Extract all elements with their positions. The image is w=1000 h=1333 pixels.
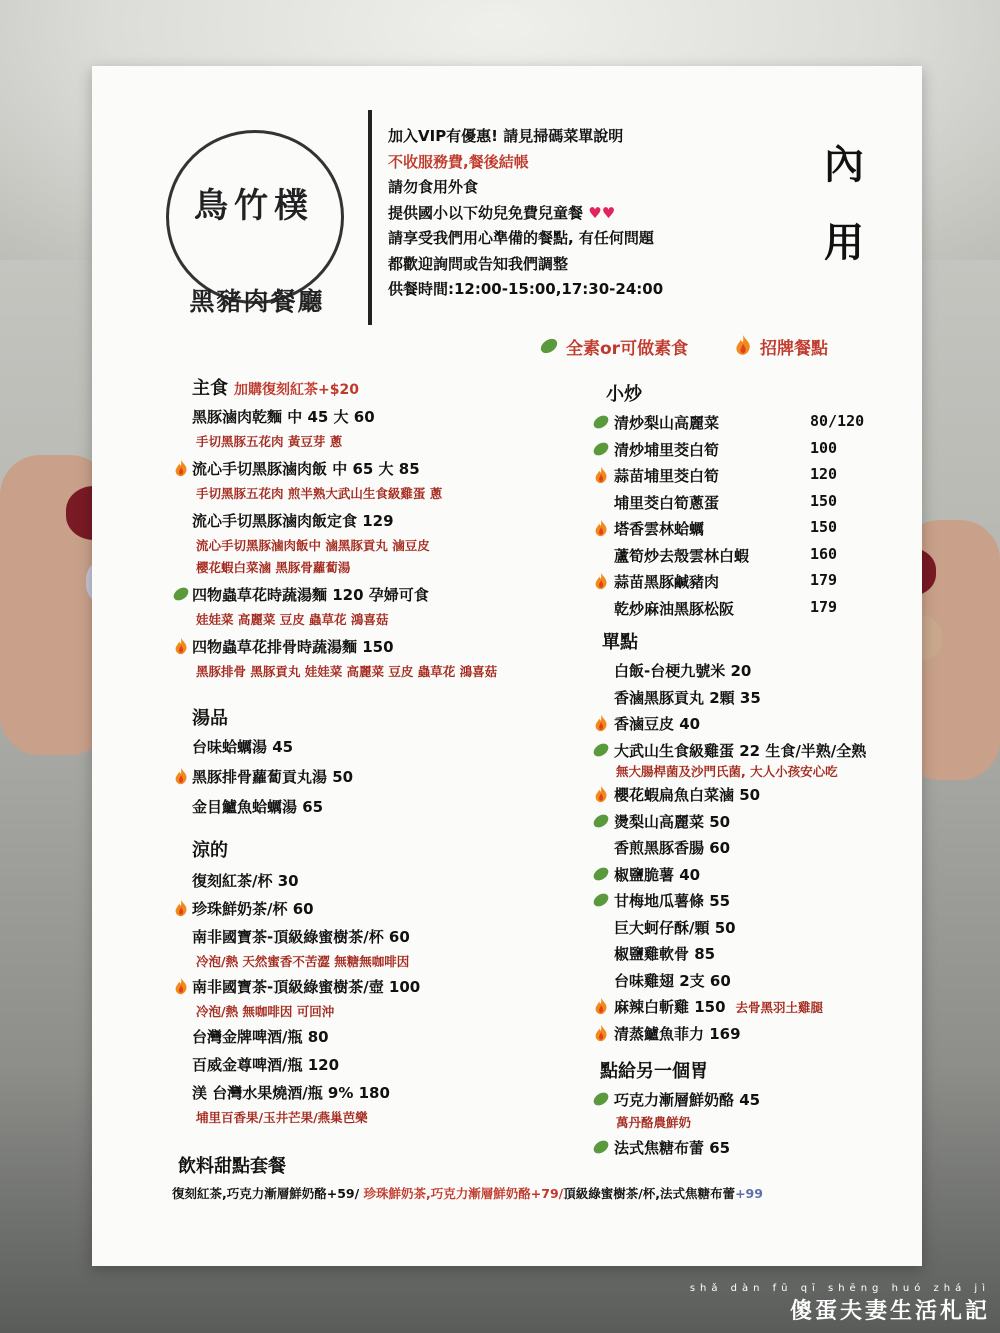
leaf-icon [592, 812, 610, 830]
notice-list [388, 124, 663, 303]
section-main-title: 主食 加購復刻紅茶+$20 [192, 378, 359, 399]
menu-item-price: 150 [810, 518, 838, 536]
fire-icon [592, 519, 610, 537]
menu-item: 台味雞翅 2支 60 [614, 971, 731, 990]
leaf-icon [538, 336, 560, 356]
menu-item: 椒鹽雞軟骨 85 [614, 945, 716, 963]
fire-icon [172, 899, 190, 917]
menu-item: 台灣金牌啤酒/瓶 80 [192, 1028, 329, 1046]
menu-item: 清蒸鱸魚菲力 169 [614, 1024, 741, 1043]
notice-enjoy: 請享受我們用心準備的餐點, 有任何問題 [388, 229, 654, 247]
fire-icon [172, 459, 190, 477]
menu-item: 白飯-台梗九號米 20 [614, 662, 752, 680]
leaf-icon [592, 1090, 610, 1108]
menu-item: 埔里茭白筍蔥蛋 [614, 493, 720, 512]
menu-item: 蒜苗埔里茭白筍 [614, 467, 720, 485]
menu-item: 百威金尊啤酒/瓶 120 [192, 1056, 340, 1074]
leaf-icon [592, 440, 610, 458]
menu-item-description: 手切黑豚五花肉 黃豆芽 蔥 [196, 434, 343, 449]
menu-item-description: 黑豚排骨 黑豚貢丸 娃娃菜 高麗菜 豆皮 蟲草花 鴻喜菇 [196, 664, 498, 679]
menu-item: 大武山生食級雞蛋 22 生食/半熟/全熟 [614, 741, 867, 760]
menu-item: 櫻花蝦扁魚白菜滷 50 [614, 786, 761, 804]
fire-icon [592, 785, 610, 803]
menu-item-description: 手切黑豚五花肉 煎半熟大武山生食級雞蛋 蔥 [196, 486, 443, 501]
menu-item: 椒鹽脆薯 40 [614, 865, 701, 884]
menu-item-price: 100 [810, 438, 838, 457]
section-soup-title: 湯品 [192, 708, 228, 729]
menu-item: 清炒埔里茭白筍 [614, 440, 720, 459]
menu-item: 燙梨山高麗菜 50 [614, 812, 731, 831]
menu-item-description: 無大腸桿菌及沙門氏菌, 大人小孩安心吃 [616, 764, 838, 779]
menu-item: 法式焦糖布蕾 65 [614, 1139, 731, 1157]
menu-sheet [92, 66, 922, 1266]
notice-vip: 加入VIP有優惠! 請見掃碼菜單說明 [388, 127, 624, 145]
menu-item-price: 150 [810, 491, 838, 510]
restaurant-name: 鳥竹樸 [194, 186, 314, 226]
menu-item-description: 娃娃菜 高麗菜 豆皮 蟲草花 鴻喜菇 [196, 612, 389, 627]
menu-item: 黑豚排骨蘿蔔貢丸湯 50 [192, 768, 354, 786]
menu-item: 流心手切黑豚滷肉飯 中 65 大 85 [192, 460, 420, 478]
menu-item: 四物蟲草花時蔬湯麵 120 孕婦可食 [192, 586, 429, 604]
menu-item-price: 80/120 [810, 412, 865, 430]
dine-in-label: 內用 [824, 141, 864, 266]
menu-item-description: 埔里百香果/玉井芒果/燕巢芭樂 [196, 1110, 368, 1125]
fire-icon [172, 977, 190, 995]
section-combo-title: 飲料甜點套餐 [178, 1156, 286, 1177]
menu-item: 台味蛤蠣湯 45 [192, 738, 294, 756]
leaf-icon [592, 741, 610, 759]
menu-item: 巧克力漸層鮮奶酪 45 [614, 1091, 761, 1109]
notice-no-outside-food: 請勿食用外食 [388, 178, 479, 196]
menu-item: 巨大蚵仔酥/顆 50 [614, 918, 736, 937]
menu-item-price: 120 [810, 465, 838, 483]
menu-item-price: 160 [810, 544, 838, 563]
menu-item: 香滷豆皮 40 [614, 715, 701, 733]
leaf-icon [592, 1138, 610, 1156]
fire-icon [172, 637, 190, 655]
fire-icon [592, 572, 610, 590]
menu-item: 流心手切黑豚滷肉飯定食 129 [192, 512, 394, 530]
legend-signature: 招牌餐點 [760, 339, 828, 359]
fire-icon [172, 767, 190, 785]
leaf-icon [592, 865, 610, 883]
section-sides-title: 單點 [602, 632, 638, 653]
menu-item: 南非國寶茶-頂級綠蜜樹茶/杯 60 [192, 928, 410, 946]
notice-service-fee: 不收服務費,餐後結帳 [388, 152, 529, 171]
fire-icon [592, 1024, 610, 1042]
menu-item-price: 179 [810, 571, 838, 589]
restaurant-subtitle: 黑豬肉餐廳 [189, 287, 325, 316]
menu-item-description: 流心手切黑豚滷肉飯中 滷黑豚貢丸 滷豆皮 [196, 538, 430, 553]
leaf-icon [592, 413, 610, 431]
fire-icon [732, 334, 754, 356]
legend-veg: 全素or可做素食 [566, 339, 689, 359]
notice-hours: 供餐時間:12:00-15:00,17:30-24:00 [388, 280, 664, 298]
menu-item: 蒜苗黑豚鹹豬肉 [614, 573, 720, 591]
menu-item: 香滷黑豚貢丸 2顆 35 [614, 688, 761, 707]
menu-item-description: 櫻花蝦白菜滷 黑豚骨蘿蔔湯 [196, 560, 351, 575]
menu-item-description: 冷泡/熱 天然蜜香不苦澀 無糖無咖啡因 [196, 954, 410, 969]
hearts-icon: ♥♥ [588, 203, 616, 222]
menu-item: 香煎黑豚香腸 60 [614, 839, 731, 857]
notice-ask: 都歡迎詢問或告知我們調整 [388, 254, 569, 273]
notice-kids-meal: 提供國小以下幼兒免費兒童餐 ♥♥ [388, 203, 616, 222]
leaf-icon [172, 585, 190, 603]
section-dessert-title: 點給另一個胃 [600, 1061, 708, 1082]
menu-item: 麻辣白斬雞 150 去骨黑羽土雞腿 [614, 998, 824, 1016]
menu-item-description: 萬丹酪農鮮奶 [616, 1115, 692, 1130]
fire-icon [592, 714, 610, 732]
menu-item-description: 冷泡/熱 無咖啡因 可回沖 [196, 1004, 335, 1019]
menu-item: 復刻紅茶/杯 30 [192, 872, 299, 890]
menu-item: 清炒梨山高麗菜 [614, 414, 720, 432]
menu-item: 黑豚滷肉乾麵 中 45 大 60 [192, 408, 375, 426]
menu-item: 四物蟲草花排骨時蔬湯麵 150 [192, 638, 394, 656]
menu-item: 金目鱸魚蛤蠣湯 65 [192, 798, 324, 816]
watermark: shǎ dàn fū qī shēng huó zhá jì 傻蛋夫妻生活札記 [689, 1283, 990, 1324]
menu-item: 乾炒麻油黑豚松阪 [614, 599, 735, 618]
leaf-icon [592, 891, 610, 909]
section-stirfry-title: 小炒 [606, 384, 642, 405]
fire-icon [592, 466, 610, 484]
menu-item: 塔香雲林蛤蠣 [614, 520, 705, 538]
fire-icon [592, 997, 610, 1015]
menu-item: 甘梅地瓜薯條 55 [614, 892, 731, 910]
menu-item: 渼 台灣水果燒酒/瓶 9% 180 [192, 1084, 390, 1102]
menu-item: 蘆筍炒去殼雲林白蝦 [614, 546, 750, 565]
menu-item-price: 179 [810, 597, 838, 616]
header-divider [368, 110, 372, 325]
combo-line: 復刻紅茶,巧克力漸層鮮奶酪+59/ 珍珠鮮奶茶,巧克力漸層鮮奶酪+79/頂級綠蜜樹茶/杯,法式焦糖布蕾+99 [172, 1186, 763, 1201]
menu-item: 珍珠鮮奶茶/杯 60 [192, 900, 314, 918]
menu-item: 南非國寶茶-頂級綠蜜樹茶/壺 100 [192, 978, 421, 996]
section-drinks-title: 涼的 [192, 840, 228, 861]
